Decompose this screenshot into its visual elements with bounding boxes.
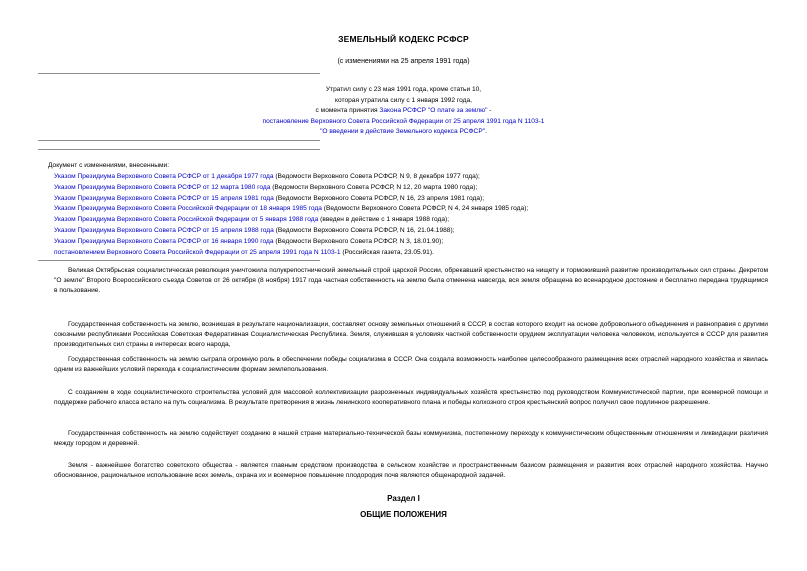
- document-subtitle: (с изменениями на 25 апреля 1991 года): [337, 58, 470, 65]
- amendments-list: [54, 172, 528, 258]
- amendment-item: [54, 183, 528, 194]
- amendment-item: [54, 204, 528, 215]
- notice-line: [0, 127, 807, 138]
- repeal-notice: [0, 85, 807, 138]
- amendment-item: [54, 215, 528, 226]
- preamble-paragraph: Государственная собственность на землю содействует созданию в нашей стране материально-технической базы коммунизма, постепенному переходу к коммунистическим общественным отношениям и ликвидации различия между городом и деревней.: [54, 430, 768, 447]
- preamble-paragraph: С созданием в ходе социалистического строительства условий для массовой коллективизации разрозненных индивидуальных хозяйств крестьянство под руководством Коммунистической партии, при всемерной помощи и поддержке рабочего класса встало на путь социализма. В результате претворения в жизнь ленинского кооперативного плана и победы колхозного строя крестьянский вопрос получил свое подлинное разрешение.: [54, 389, 768, 406]
- amendment-source: (Ведомости Верховного Совета РСФСР, N 12, 20 марта 1980 года);: [270, 183, 478, 191]
- divider: [38, 140, 320, 141]
- document-title: ЗЕМЕЛЬНЫЙ КОДЕКС РСФСР: [338, 34, 469, 44]
- amendment-link[interactable]: Указом Президиума Верховного Совета Российской Федерации от 5 января 1988 года: [54, 216, 319, 224]
- amendment-link[interactable]: Указом Президиума Верховного Совета РСФСР от 1 декабря 1977 года: [54, 173, 274, 180]
- section-heading: ОБЩИЕ ПОЛОЖЕНИЯ: [360, 510, 447, 519]
- amendment-link[interactable]: Указом Президиума Верховного Совета РСФСР от 12 марта 1980 года: [54, 183, 271, 191]
- notice-text: -: [487, 107, 492, 114]
- amendments-heading: Документ с изменениями, внесенными:: [48, 162, 170, 169]
- law-payment-link[interactable]: Закона РСФСР "О плате за землю": [379, 107, 488, 114]
- amendment-link[interactable]: Указом Президиума Верховного Совета РСФСР от 15 апреля 1981 года: [54, 194, 274, 202]
- amendment-item: [54, 194, 528, 205]
- resolution-title-link[interactable]: "О введении в действие Земельного кодекса РСФСР": [320, 128, 486, 135]
- amendment-item: [54, 248, 528, 259]
- notice-text: .: [485, 128, 487, 135]
- notice-line: которая утратила силу с 1 января 1992 года,: [335, 96, 472, 104]
- amendment-item: [54, 237, 528, 248]
- notice-line: [0, 106, 807, 117]
- amendment-source: (Ведомости Верховного Совета РСФСР, N 16, 21.04.1988);: [273, 226, 455, 234]
- preamble-paragraph: Великая Октябрьская социалистическая революция уничтожила полукрепостнический земельный строй царской России, обрекавший крестьянство на нищету и торможивший развитие производительных сил страны. Декретом "О земле" Второго Всероссийского съезда Советов от 26 октября (8 ноября) 1917 года частная собственность на землю была отменена навсегда, вся земля обращена во всенародное достояние и бесплатно передана трудящимся в пользование.: [54, 267, 768, 294]
- resolution-link[interactable]: постановление Верховного Совета Российской Федерации от 25 апреля 1991 года N 1103-1: [262, 117, 545, 125]
- notice-text: с момента принятия: [315, 107, 380, 114]
- notice-line: Утратил силу с 23 мая 1991 года, кроме статьи 10,: [325, 86, 482, 93]
- amendment-source: (Ведомости Верховного Совета РСФСР, N 4, 24 января 1985 года);: [321, 205, 529, 213]
- preamble-paragraph: Земля - важнейшее богатство советского общества - является главным средством производства в сельском хозяйстве и пространственным базисом размещения и развития всех отраслей народного хозяйства. Научно обоснованное, рациональное использование всех земель, охрана их и всемерное повышение плодородия почв являются общенародной задачей.: [54, 462, 768, 479]
- amendment-source: (Ведомости Верховного Совета РСФСР, N 9, 8 декабря 1977 года);: [273, 173, 480, 180]
- preamble-paragraph: Государственная собственность на землю сыграла огромную роль в обеспечении победы социализма в СССР. Она создала возможность наиболее целесообразного размещения всех отраслей народного хозяйства и явилась одним из важнейших условий перехода к социалистическим формам землепользования.: [54, 356, 768, 373]
- amendment-link[interactable]: Указом Президиума Верховного Совета Российской Федерации от 18 января 1985 года: [54, 205, 322, 213]
- divider: [38, 149, 320, 150]
- amendment-source: (Ведомости Верховного Совета РСФСР, N 16, 23 апреля 1981 года);: [273, 194, 485, 202]
- amendment-link[interactable]: Указом Президиума Верховного Совета РСФСР от 16 января 1990 года: [54, 237, 274, 245]
- amendment-item: [54, 172, 528, 183]
- divider: [38, 73, 320, 74]
- notice-line: [0, 117, 807, 128]
- divider: [38, 260, 320, 261]
- amendment-source: (Российская газета, 23.05.91).: [340, 248, 434, 256]
- amendment-link[interactable]: Указом Президиума Верховного Совета РСФСР от 15 апреля 1988 года: [54, 226, 274, 234]
- amendment-source: (введен в действие с 1 января 1988 года);: [318, 216, 450, 224]
- amendment-item: [54, 226, 528, 237]
- amendment-source: (Ведомости Верховного Совета РСФСР, N 3, 18.01.90);: [273, 237, 444, 245]
- preamble-paragraph: Государственная собственность на землю, возникшая в результате национализации, составляет основу земельных отношений в СССР, в состав которого входит на основе добровольного объединения и равноправия с другими союзными республиками Российская Советская Федеративная Социалистическая Республика. Земля, служившая в условиях частной собственности орудием эксплуатации человека человеком, используется в СССР для развития производительных сил страны в интересах всего народа,: [54, 321, 768, 348]
- section-label: Раздел I: [387, 494, 420, 503]
- amendment-link[interactable]: постановлением Верховного Совета Российской Федерации от 25 апреля 1991 года N 1103-1: [54, 248, 341, 256]
